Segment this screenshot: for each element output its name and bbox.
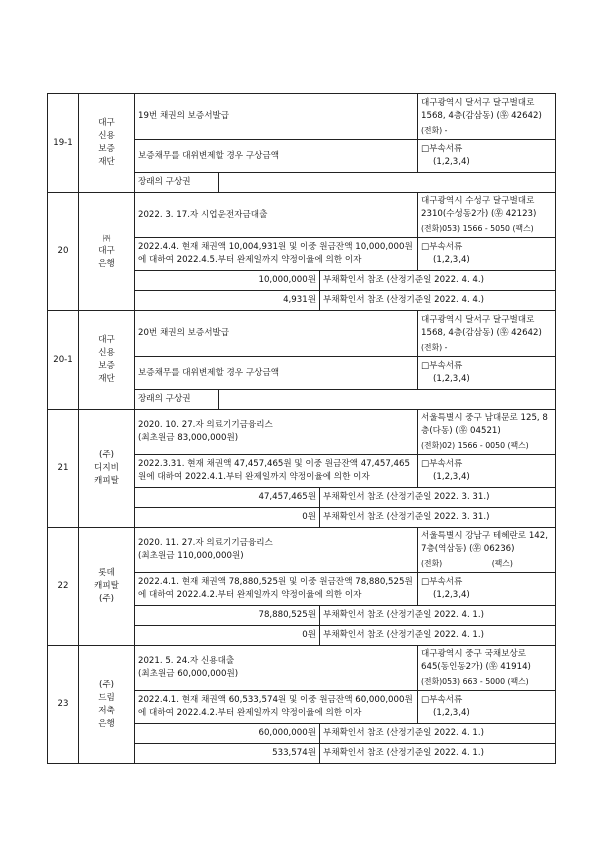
entry-19-1 (48, 94, 556, 193)
interest-amount: 0원 (135, 508, 320, 528)
interest-amount: 533,574원 (135, 744, 320, 764)
amount-note: 부채확인서 참조 (산정기준일 2022. 3. 31.) (320, 508, 556, 528)
amount-note: 부채확인서 참조 (산정기준일 2022. 4. 4.) (320, 271, 556, 291)
creditor-address: 대구광역시 달서구 달구벌대로 1568, 4층(감삼동) (㉾ 42642) (전화) - (418, 94, 556, 140)
amount-note: 부채확인서 참조 (산정기준일 2022. 4. 1.) (320, 724, 556, 744)
creditor-name: 대구 신용 보증 재단 (79, 94, 135, 193)
empty-cell (219, 390, 556, 410)
creditor-name: ㈜ 대구 은행 (79, 193, 135, 311)
principal-amount: 47,457,465원 (135, 488, 320, 508)
empty-cell (219, 173, 556, 193)
creditor-address: 대구광역시 중구 국채보상로 645(동인동2가) (㉾ 41914) (전화)053) 663 - 5000 (팩스) (418, 646, 556, 691)
amount-note: 부채확인서 참조 (산정기준일 2022. 3. 31.) (320, 488, 556, 508)
claim-content: 보증채무를 대위변제할 경우 구상금액 (135, 357, 418, 390)
interest-amount: 0원 (135, 626, 320, 646)
claim-cause: 2021. 5. 24.자 신용대출 (최초원금 60,000,000원) (135, 646, 418, 691)
interest-amount: 4,931원 (135, 291, 320, 311)
creditor-name: (주) 드림 저축 은행 (79, 646, 135, 764)
claim-content: 2022.3.31. 현재 채권액 47,457,465원 및 이중 원금잔액 47,457,465원에 대하여 2022.4.1.부터 완제일까지 약정이율에 의한 이자 (135, 455, 418, 488)
attachment-checkbox: □부속서류 (1,2,3,4) (418, 140, 556, 173)
entry-number: 22 (48, 528, 79, 646)
claim-cause: 2020. 11. 27.자 의료기기금융리스 (최초원금 110,000,000원) (135, 528, 418, 573)
claim-cause: 2020. 10. 27.자 의료기기금융리스 (최초원금 83,000,000원) (135, 410, 418, 455)
creditor-address: 서울특별시 중구 남대문로 125, 8층(다동) (㉾ 04521) (전화)02) 1566 - 0050 (팩스) (418, 410, 556, 455)
principal-amount: 78,880,525원 (135, 606, 320, 626)
creditor-name: 롯데 캐피탈 (주) (79, 528, 135, 646)
future-claim: 장래의 구상권 (135, 173, 219, 193)
creditor-name: 대구 신용 보증 재단 (79, 311, 135, 410)
attachment-checkbox: □부속서류 (1,2,3,4) (418, 573, 556, 606)
entry-number: 19-1 (48, 94, 79, 193)
attachment-checkbox: □부속서류 (1,2,3,4) (418, 455, 556, 488)
claim-content: 2022.4.1. 현재 채권액 78,880,525원 및 이중 원금잔액 78,880,525원에 대하여 2022.4.2.부터 완제일까지 약정이율에 의한 이자 (135, 573, 418, 606)
entry-21 (48, 410, 556, 528)
claim-cause: 20번 채권의 보증서발급 (135, 311, 418, 357)
creditor-table (47, 93, 556, 764)
creditor-address: 서울특별시 강남구 테헤란로 142, 7층(역삼동) (㉾ 06236) (전화) (팩스) (418, 528, 556, 573)
entry-22 (48, 528, 556, 646)
claim-content: 2022.4.1. 현재 채권액 60,533,574원 및 이중 원금잔액 60,000,000원에 대하여 2022.4.2.부터 완제일까지 약정이율에 의한 이자 (135, 691, 418, 724)
creditor-address: 대구광역시 수성구 달구벌대로 2310(수성동2가) (㉾ 42123) (전화)053) 1566 - 5050 (팩스) (418, 193, 556, 238)
amount-note: 부채확인서 참조 (산정기준일 2022. 4. 1.) (320, 606, 556, 626)
amount-note: 부채확인서 참조 (산정기준일 2022. 4. 1.) (320, 626, 556, 646)
claim-content: 보증채무를 대위변제할 경우 구상금액 (135, 140, 418, 173)
entry-23 (48, 646, 556, 764)
entry-20 (48, 193, 556, 311)
claim-cause: 19번 채권의 보증서발급 (135, 94, 418, 140)
entry-number: 23 (48, 646, 79, 764)
creditor-name: (주) 디지비 캐피탈 (79, 410, 135, 528)
entry-number: 20-1 (48, 311, 79, 410)
attachment-checkbox: □부속서류 (1,2,3,4) (418, 357, 556, 390)
attachment-checkbox: □부속서류 (1,2,3,4) (418, 238, 556, 271)
creditor-address: 대구광역시 달서구 달구벌대로 1568, 4층(감삼동) (㉾ 42642) (전화) - (418, 311, 556, 357)
amount-note: 부채확인서 참조 (산정기준일 2022. 4. 1.) (320, 744, 556, 764)
claim-content: 2022.4.4. 현재 채권액 10,004,931원 및 이중 원금잔액 10,000,000원에 대하여 2022.4.5.부터 완제일까지 약정이율에 의한 이자 (135, 238, 418, 271)
entry-number: 20 (48, 193, 79, 311)
entry-20-1 (48, 311, 556, 410)
future-claim: 장래의 구상권 (135, 390, 219, 410)
attachment-checkbox: □부속서류 (1,2,3,4) (418, 691, 556, 724)
entry-number: 21 (48, 410, 79, 528)
claim-cause: 2022. 3. 17.자 시업운전자금대출 (135, 193, 418, 238)
principal-amount: 10,000,000원 (135, 271, 320, 291)
amount-note: 부채확인서 참조 (산정기준일 2022. 4. 4.) (320, 291, 556, 311)
principal-amount: 60,000,000원 (135, 724, 320, 744)
